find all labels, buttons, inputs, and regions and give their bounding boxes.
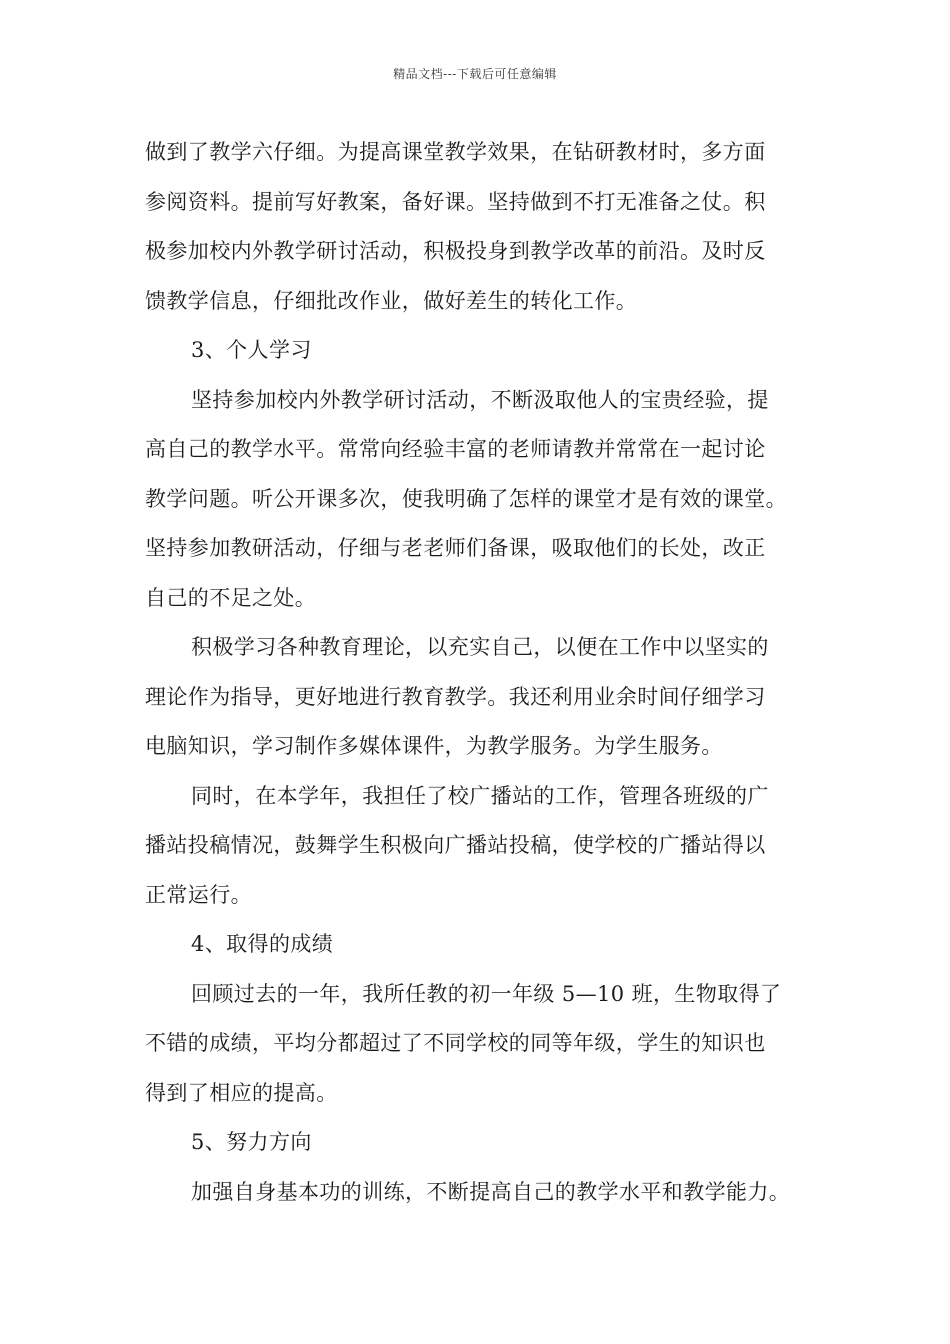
page-header: 精品文档---下载后可任意编辑 [393,67,557,81]
body-line: 不错的成绩，平均分都超过了不同学校的同等年级，学生的知识也 [145,1031,766,1055]
body-line: 教学问题。听公开课多次，使我明确了怎样的课堂才是有效的课堂。 [145,486,787,511]
body-line: 自己的不足之处。 [145,585,317,610]
body-line: 得到了相应的提高。 [145,1080,338,1105]
section-heading-achievements: 4、取得的成绩 [191,932,334,956]
section-heading-personal-study: 3、个人学习 [191,338,312,362]
body-line: 理论作为指导，更好地进行教育教学。我还利用业余时间仔细学习 [145,684,766,709]
body-line: 高自己的教学水平。常常向经验丰富的老师请教并常常在一起讨论 [145,437,766,461]
section-heading-direction: 5、努力方向 [191,1130,312,1154]
body-line: 坚持参加教研活动，仔细与老老师们备课，吸取他们的长处，改正 [145,536,766,560]
body-line: 同时，在本学年，我担任了校广播站的工作，管理各班级的广 [191,783,769,808]
body-line: 做到了教学六仔细。为提高课堂教学效果，在钻研教材时，多方面 [145,140,766,164]
body-line: 加强自身基本功的训练，不断提高自己的教学水平和教学能力。 [191,1179,791,1204]
body-line: 正常运行。 [145,882,252,907]
body-line: 积极学习各种教育理论，以充实自己，以便在工作中以坚实的 [191,635,769,659]
body-line: 极参加校内外教学研讨活动，积极投身到教学改革的前沿。及时反 [145,239,766,263]
body-line: 参阅资料。提前写好教案，备好课。坚持做到不打无准备之仗。积 [145,189,766,214]
document-body [145,128,835,1217]
body-line: 电脑知识，学习制作多媒体课件，为教学服务。为学生服务。 [145,734,723,758]
body-line: 坚持参加校内外教学研讨活动，不断汲取他人的宝贵经验，提 [191,387,769,412]
body-line: 馈教学信息，仔细批改作业，做好差生的转化工作。 [145,288,638,313]
body-line: 回顾过去的一年，我所任教的初一年级 5—10 班，生物取得了 [191,981,782,1006]
body-line: 播站投稿情况，鼓舞学生积极向广播站投稿，使学校的广播站得以 [145,833,766,857]
